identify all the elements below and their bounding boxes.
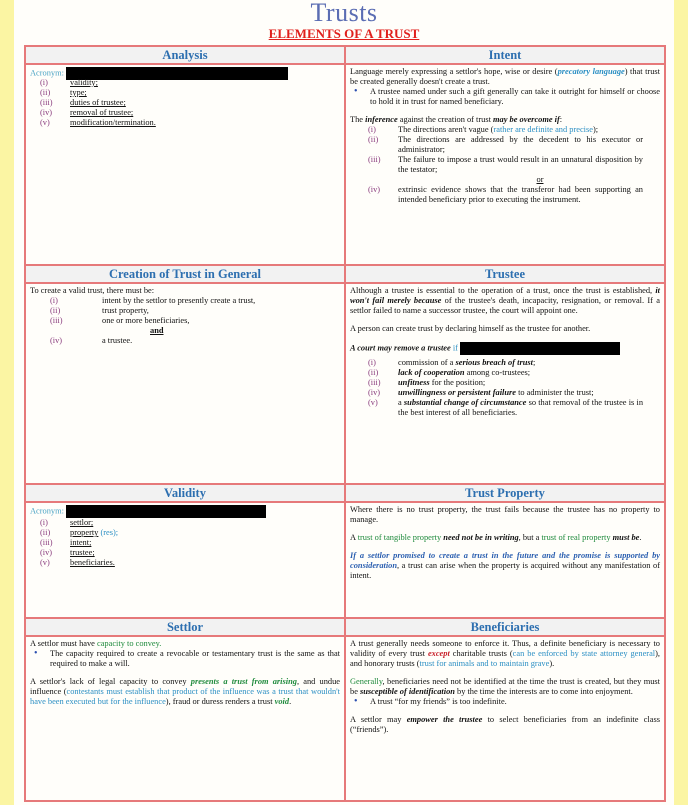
creation-intro: To create a valid trust, there must be: <box>30 286 155 295</box>
property-paragraph: If a settlor promised to create a trust in the future and the promise is supported by consideration, a trust can arise when the property is acquired without any manifestation of intent. <box>350 551 660 580</box>
beneficiaries-header: Beneficiaries <box>346 619 664 637</box>
page-subtitle: ELEMENTS OF A TRUST <box>268 26 420 41</box>
settlor-paragraph: A settlor must have capacity to convey. <box>30 639 162 648</box>
settlor-paragraph: A settlor's lack of legal capacity to convey presents a trust from arising, and undue influence (contestants must establish that product of the influence was a trust that wouldn't have been executed but for the influence), fraud or duress renders a trust void. <box>30 677 341 706</box>
list-item: (iv) unwillingness or persistent failure to administer the trust; <box>368 388 594 397</box>
intent-paragraph: Language merely expressing a settlor's hope, wise or desire (precatory language) that trust be created generally doesn't create a trust. <box>350 67 660 86</box>
list-item: (iii) The failure to impose a trust would result in an unnatural disposition by the testator; <box>368 155 643 174</box>
list-item: (i) validity; <box>40 78 98 87</box>
list-item: (iv) removal of trustee; <box>40 108 134 117</box>
list-item: (ii) lack of cooperation among co-trustees; <box>368 368 531 377</box>
list-item: (iv) trustee; <box>40 548 95 557</box>
validity-section <box>26 485 344 617</box>
property-header: Trust Property <box>346 485 664 503</box>
list-item: (v) beneficiaries. <box>40 558 115 567</box>
creation-section <box>26 266 344 483</box>
settlor-header: Settlor <box>26 619 344 637</box>
trustee-paragraph: A person can create trust by declaring himself as the trustee for another. <box>350 324 591 333</box>
list-item: (ii) property (res); <box>40 528 119 537</box>
list-item: (iii) duties of trustee; <box>40 98 126 107</box>
or-connector: or <box>536 175 544 184</box>
list-item: (ii) type; <box>40 88 87 97</box>
acronym-label: Acronym: <box>30 68 64 78</box>
list-item: (i) The directions aren't vague (rather are definite and precise); <box>368 125 599 134</box>
list-item: (ii) The directions are addressed by the decedent to his executor or administrator; <box>368 135 643 154</box>
trustee-section <box>346 266 664 483</box>
list-item: (i) settlor; <box>40 518 94 527</box>
beneficiaries-paragraph: A settlor may empower the trustee to select beneficiaries from an indefinite class (“friends”). <box>350 715 660 734</box>
analysis-section <box>26 47 344 264</box>
beneficiaries-section <box>346 619 664 804</box>
list-item: (i) commission of a serious breach of trust; <box>368 358 536 367</box>
settlor-bullet: • The capacity required to create a revocable or testamentary trust is the same as that required to make a will. <box>30 649 340 669</box>
redaction-bar <box>460 342 620 355</box>
and-connector: and <box>150 326 164 335</box>
validity-header: Validity <box>26 485 344 503</box>
creation-header: Creation of Trust in General <box>26 266 344 284</box>
beneficiaries-bullet: • A trust “for my friends” is too indefinite. <box>350 697 660 707</box>
property-paragraph: Where there is no trust property, the trust fails because the trustee has no property to manage. <box>350 505 660 524</box>
redaction-bar <box>66 505 266 518</box>
intent-header: Intent <box>346 47 664 65</box>
acronym-label: Acronym: <box>30 506 64 516</box>
beneficiaries-paragraph: A trust generally needs someone to enforce it. Thus, a definite beneficiary is necessary to validity of every trust except charitable trusts (can be enforced by state attorney general), and honorary trusts (trust for animals and to maintain grave). <box>350 639 661 668</box>
intent-section <box>346 47 664 264</box>
list-item: (iii) unfitness for the position; <box>368 378 486 387</box>
beneficiaries-paragraph: Generally, beneficiaries need not be identified at the time the trust is created, but they must be susceptible of identification by the time the interests are to come into enjoyment. <box>350 677 660 696</box>
list-item: (v) modification/termination. <box>40 118 156 127</box>
list-item: (iv) extrinsic evidence shows that the transferor had been supporting an intended beneficiary prior to executing the instrument. <box>368 185 643 204</box>
list-item: (i) intent by the settlor to presently create a trust, <box>50 296 256 305</box>
property-paragraph: A trust of tangible property need not be in writing, but a trust of real property must be. <box>350 533 642 542</box>
settlor-section <box>26 619 344 804</box>
analysis-header: Analysis <box>26 47 344 65</box>
list-item: (ii) trust property, <box>50 306 149 315</box>
trustee-removal: A court may remove a trustee if <box>350 342 660 355</box>
redaction-bar <box>66 67 288 80</box>
intent-inference: The inference against the creation of trust may be overcome if: <box>350 115 563 124</box>
elements-grid <box>24 45 666 802</box>
list-item: (iii) intent; <box>40 538 92 547</box>
trustee-paragraph: Although a trustee is essential to the operation of a trust, once the trust is established, it won't fail merely because of the trustee's death, incapacity, resignation, or removal. If a settlor failed to name a successor trustee, the court will appoint one. <box>350 286 660 315</box>
property-section <box>346 485 664 617</box>
list-item: (v) a substantial change of circumstance so that removal of the trustee is in the best interest of all beneficiaries. <box>368 398 644 417</box>
list-item: (iii) one or more beneficiaries, <box>50 316 190 325</box>
page <box>14 0 674 805</box>
page-title: Trusts <box>310 0 378 27</box>
list-item: (iv) a trustee. <box>50 336 133 345</box>
intent-bullet: • A trustee named under such a gift generally can take it outright for himself or choose to hold it in trust for named beneficiary. <box>350 87 660 107</box>
trustee-header: Trustee <box>346 266 664 284</box>
